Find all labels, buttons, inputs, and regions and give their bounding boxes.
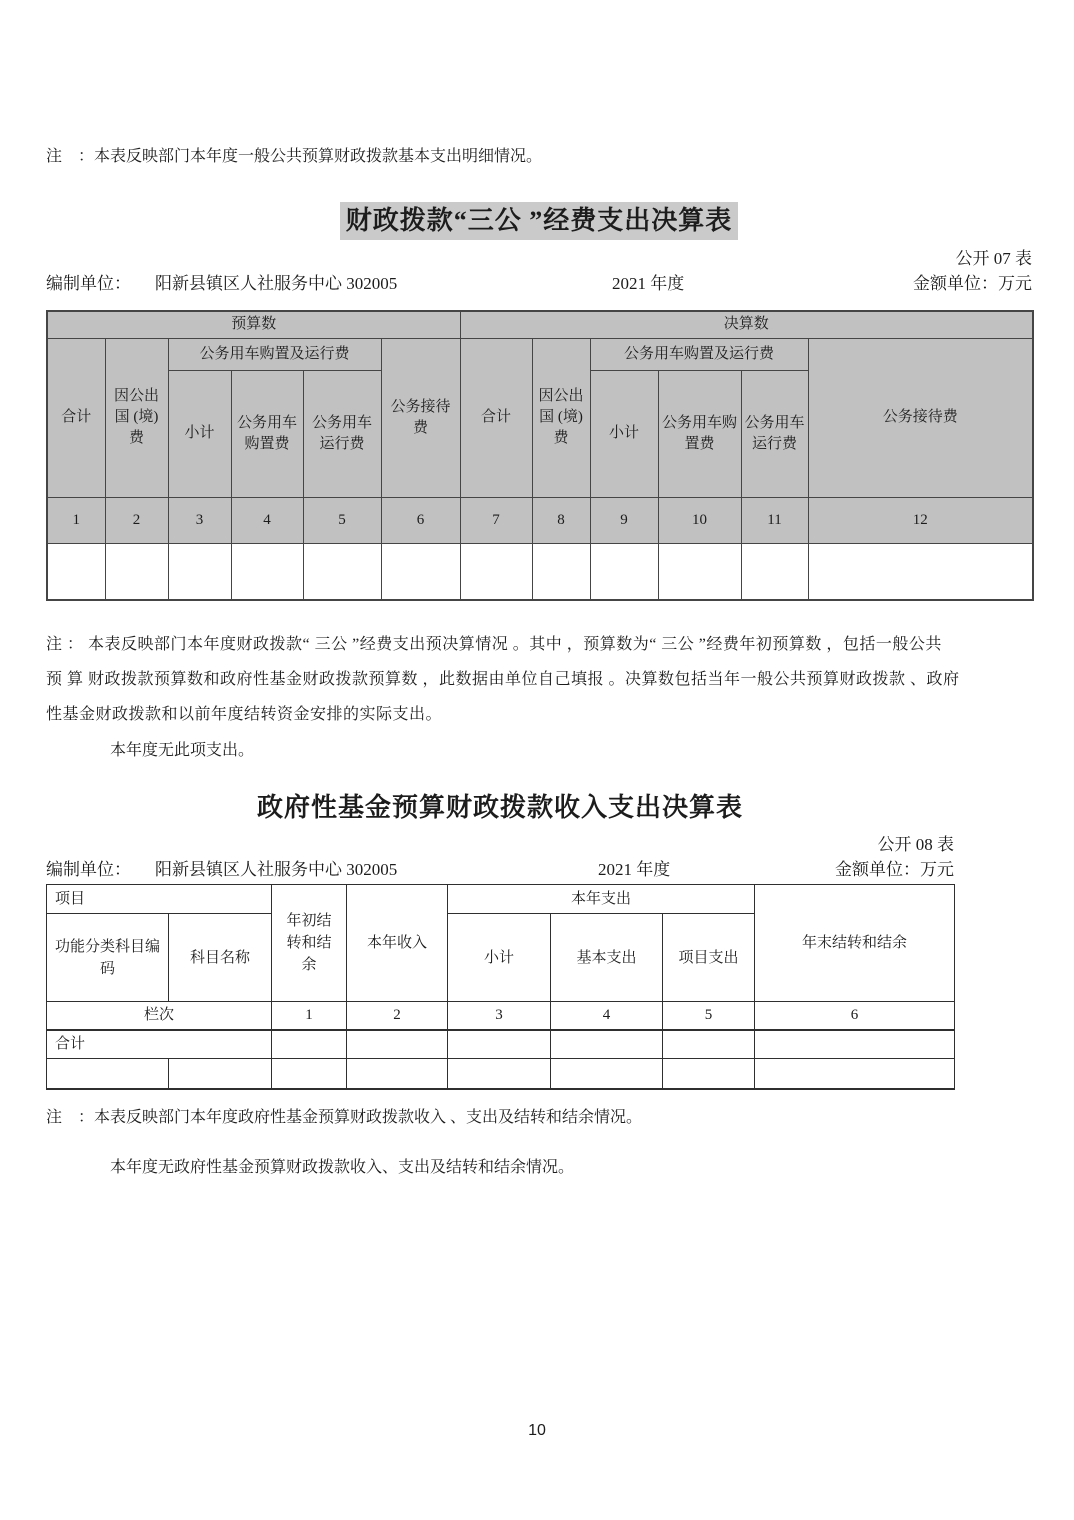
amount-unit: 金额单位：万元: [835, 860, 954, 879]
final-vehicle-operation-header: 公务用车运行费: [741, 370, 808, 497]
unit-name: 阳新县镇区人社服务中心 302005: [155, 274, 398, 293]
column-number-cell: 2: [105, 497, 168, 543]
column-number-cell: 10: [658, 497, 741, 543]
empty-data-cell: [658, 543, 741, 600]
column-number-cell: 1: [47, 497, 105, 543]
table07-note-line: 性基金财政拨款和以前年度结转资金安排的实际支出。: [46, 706, 443, 723]
empty-data-cell: [741, 543, 808, 600]
table08-meta-row: [46, 858, 954, 882]
empty-data-cell: [532, 543, 590, 600]
subject-name-header: 科目名称: [169, 914, 272, 1002]
budget-reception-header: 公务接待费: [381, 338, 460, 497]
amount-unit: 金额单位：万元: [913, 274, 1032, 293]
empty-data-cell: [755, 1059, 955, 1089]
fiscal-year: 2021 年度: [612, 274, 685, 293]
table08-sheet-label: 公开 08 表: [877, 835, 954, 854]
column-number-cell: 6: [755, 1002, 955, 1030]
unit-label: 编制单位：: [46, 860, 131, 879]
empty-data-cell: [231, 543, 303, 600]
three-public-funds-table: [46, 310, 1034, 601]
table08-no-activity-note: 本年度无政府性基金预算财政拨款收入、支出及结转和结余情况。: [110, 1158, 575, 1176]
budget-vehicle-group-header: 公务用车购置及运行费: [168, 338, 381, 370]
top-note: 注 ：本表反映部门本年度一般公共预算财政拨款基本支出明细情况。: [46, 148, 543, 165]
table07-note-line: 注 ： 本表反映部门本年度财政拨款“ 三公 ”经费支出预决算情况 。其中 ，预算数为“ 三公 ”经费年初预算数 ，包括一般公共: [46, 636, 942, 653]
empty-data-cell: [347, 1030, 448, 1059]
column-number-cell: 5: [663, 1002, 755, 1030]
empty-data-cell: [590, 543, 658, 600]
empty-data-cell: [381, 543, 460, 600]
empty-data-cell: [47, 1059, 169, 1089]
project-header: 项目: [47, 885, 272, 914]
empty-data-cell: [551, 1059, 663, 1089]
table07-meta-row: [46, 272, 1032, 296]
empty-data-cell: [663, 1030, 755, 1059]
budget-vehicle-purchase-header: 公务用车购置费: [231, 370, 303, 497]
empty-data-cell: [808, 543, 1033, 600]
table07-note-line: 预 算 财政拨款预算数和政府性基金财政拨款预算数 ，此数据由单位自己填报 。决算数包括当年一般公共预算财政拨款 、政府: [46, 671, 960, 688]
gov-fund-budget-table: [46, 884, 955, 1090]
table08-title: 政府性基金预算财政拨款收入支出决算表: [256, 793, 743, 822]
empty-data-cell: [448, 1030, 551, 1059]
end-balance-header: 年末结转和结余: [755, 885, 955, 1002]
table07-no-expense-note: 本年度无此项支出。: [110, 742, 255, 759]
final-abroad-header: 因公出国 (境) 费: [532, 338, 590, 497]
empty-data-cell: [448, 1059, 551, 1089]
year-expense-header: 本年支出: [448, 885, 755, 914]
page-number: 10: [528, 1422, 546, 1439]
column-number-cell: 3: [168, 497, 231, 543]
final-section-header: 决算数: [460, 311, 1033, 338]
empty-data-cell: [755, 1030, 955, 1059]
budget-subtotal-header: 小计: [168, 370, 231, 497]
empty-data-cell: [347, 1059, 448, 1089]
table07-sheet-label: 公开 07 表: [955, 249, 1032, 268]
column-number-cell: 6: [381, 497, 460, 543]
unit-name: 阳新县镇区人社服务中心 302005: [155, 860, 398, 879]
column-number-cell: 5: [303, 497, 381, 543]
final-vehicle-group-header: 公务用车购置及运行费: [590, 338, 808, 370]
column-number-cell: 1: [272, 1002, 347, 1030]
table07-title-row: [46, 202, 1032, 240]
empty-data-cell: [460, 543, 532, 600]
subtotal-header: 小计: [448, 914, 551, 1002]
empty-data-cell: [105, 543, 168, 600]
budget-total-header: 合计: [47, 338, 105, 497]
empty-data-cell: [551, 1030, 663, 1059]
budget-abroad-header: 因公出国 (境) 费: [105, 338, 168, 497]
column-number-cell: 12: [808, 497, 1033, 543]
column-number-cell: 3: [448, 1002, 551, 1030]
column-number-cell: 8: [532, 497, 590, 543]
column-number-cell: 7: [460, 497, 532, 543]
budget-section-header: 预算数: [47, 311, 460, 338]
final-vehicle-purchase-header: 公务用车购置费: [658, 370, 741, 497]
column-index-label: 栏次: [47, 1002, 272, 1030]
empty-data-cell: [272, 1030, 347, 1059]
empty-data-cell: [47, 543, 105, 600]
empty-data-cell: [272, 1059, 347, 1089]
total-row-label: 合计: [47, 1030, 272, 1059]
basic-expense-header: 基本支出: [551, 914, 663, 1002]
project-expense-header: 项目支出: [663, 914, 755, 1002]
table08-note: 注 ：本表反映部门本年度政府性基金预算财政拨款收入 、支出及结转和结余情况。: [46, 1108, 643, 1126]
budget-vehicle-operation-header: 公务用车运行费: [303, 370, 381, 497]
empty-data-cell: [663, 1059, 755, 1089]
year-income-header: 本年收入: [347, 885, 448, 1002]
final-subtotal-header: 小计: [590, 370, 658, 497]
func-code-header: 功能分类科目编码: [47, 914, 169, 1002]
column-number-cell: 4: [551, 1002, 663, 1030]
column-number-cell: 4: [231, 497, 303, 543]
table07-note: [46, 627, 1032, 732]
section-table08: [46, 790, 954, 1179]
section-table07: [46, 202, 1032, 762]
unit-label: 编制单位：: [46, 274, 131, 293]
column-number-cell: 2: [347, 1002, 448, 1030]
begin-balance-header: 年初结转和结余: [272, 885, 347, 1002]
empty-data-cell: [303, 543, 381, 600]
column-number-cell: 9: [590, 497, 658, 543]
empty-data-cell: [169, 1059, 272, 1089]
final-reception-header: 公务接待费: [808, 338, 1033, 497]
fiscal-year: 2021 年度: [598, 860, 671, 879]
empty-data-cell: [168, 543, 231, 600]
final-total-header: 合计: [460, 338, 532, 497]
table07-title: 财政拨款“三公 ”经费支出决算表: [340, 202, 739, 240]
column-number-cell: 11: [741, 497, 808, 543]
